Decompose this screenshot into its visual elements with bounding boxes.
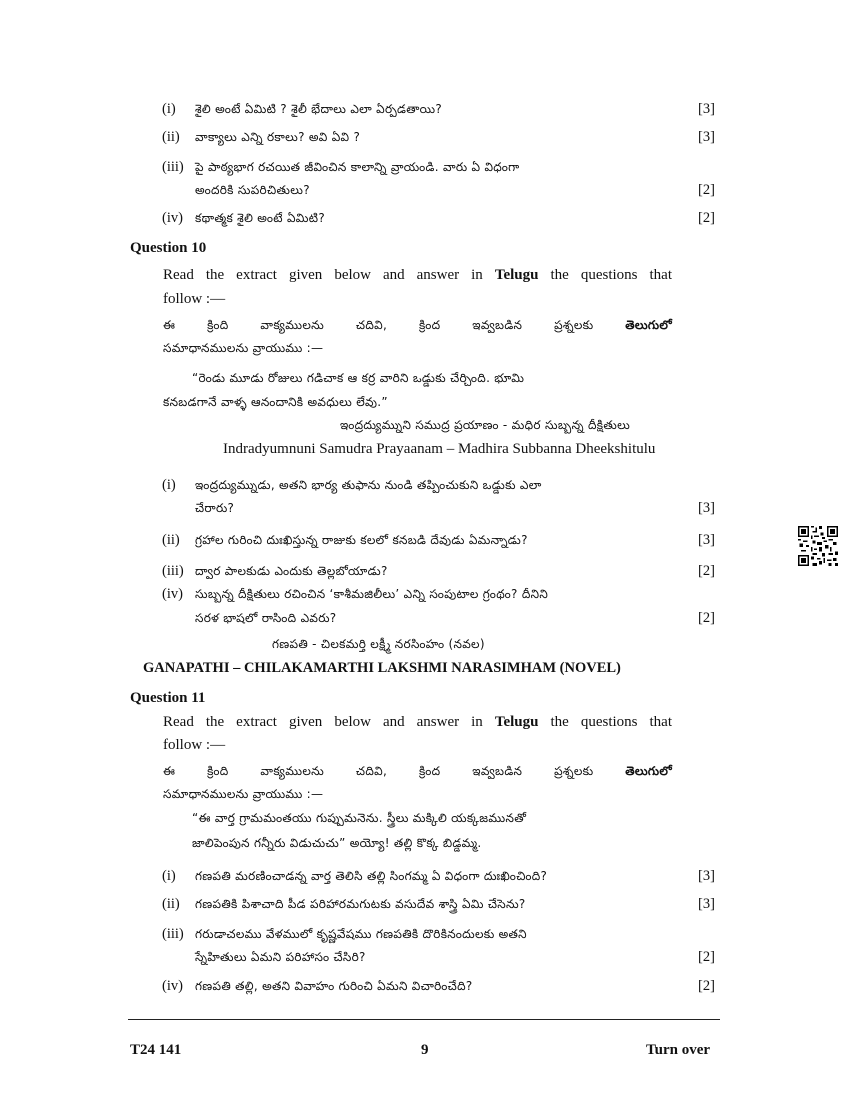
q9-item-1-marks: [3] (698, 101, 715, 117)
q10-item-3-number: (iii) (162, 563, 184, 579)
q11-instruction-language: Telugu (494, 714, 539, 730)
q10-extract-line1: “రెండు మూడు రోజులు గడిచాక ఆ కర్ర వారిని ఒడ్డుకు చేర్చింది. భూమి (192, 371, 525, 385)
q11-instruction-part2: the questions that (550, 714, 672, 730)
q11-item-1-text: గణపతి మరణించాడన్న వార్త తెలిసి తల్లి సింగమ్మ ఏ విధంగా దుఃఖించింది? (195, 869, 548, 883)
q10-instruction-part1: Read the extract given below and answer in (163, 267, 483, 283)
q11-item-3-text-line2: స్నేహితులు ఏమని పరిహాసం చేసిరి? (195, 950, 366, 964)
q11-telugu-instruction-part1: ఈ క్రింది వాక్యములను చదివి, క్రింద ఇవ్వబడిన ప్రశ్నలకు (163, 764, 594, 778)
q10-instruction-line1 (163, 267, 672, 284)
q10-item-2-number: (ii) (162, 532, 180, 548)
q9-item-4-text: కథాత్మక శైలి అంటే ఏమిటి? (195, 211, 326, 225)
q11-instruction-line1 (163, 714, 672, 731)
q10-item-1-marks: [3] (698, 500, 715, 516)
q9-item-3-marks: [2] (698, 182, 715, 198)
q10-source-english: Indradyumnuni Samudra Prayaanam – Madhira Subbanna Dheekshitulu (223, 441, 656, 457)
q9-item-4-number: (iv) (162, 210, 183, 226)
q10-item-4-text-line1: సుబ్బన్న దీక్షితులు రచించిన ‘కాశీమజిలీలు’ ఎన్ని సంపుటాల గ్రంథం? దీనిని (195, 587, 549, 601)
question-11-heading: Question 11 (130, 690, 206, 706)
novel-title-telugu: గణపతి - చిలకమర్తి లక్ష్మీ నరసింహం (నవల) (272, 637, 485, 651)
question-10-heading: Question 10 (130, 240, 207, 256)
turn-over-label: Turn over (646, 1042, 711, 1058)
q11-extract-line2: జాలిపెంపున గన్నీరు విడుచుచు” అయ్యో! తల్లి కొక్క బిడ్డమ్మ. (192, 836, 482, 850)
q11-item-4-text: గణపతి తల్లి, అతని వివాహం గురించి ఏమని విచారించేది? (195, 979, 473, 993)
q11-item-1-marks: [3] (698, 868, 715, 884)
q10-instruction-language: Telugu (494, 267, 539, 283)
q11-item-4-number: (iv) (162, 978, 183, 994)
q10-instruction-part2: the questions that (550, 267, 672, 283)
q10-instruction-line2: follow :— (163, 291, 226, 307)
q11-extract-line1: “ఈ వార్త గ్రామమంతయు గుప్పుమనెను. స్త్రీలు మక్కిలి యక్కజమునతో (192, 811, 527, 825)
q11-telugu-instruction-line2: సమాధానములను వ్రాయుము :— (163, 787, 324, 801)
q10-item-4-marks: [2] (698, 610, 715, 626)
q9-item-1-number: (i) (162, 101, 176, 117)
paper-code: T24 141 (130, 1042, 182, 1058)
novel-title-english: GANAPATHI – CHILAKAMARTHI LAKSHMI NARASIMHAM (NOVEL) (143, 660, 621, 676)
q10-extract-line2: కనబడగానే వాళ్ళ ఆనందానికి అవధులు లేవు.” (163, 395, 388, 409)
q11-instruction-part1: Read the extract given below and answer in (163, 714, 483, 730)
page-number: 9 (421, 1042, 429, 1058)
q9-item-3-text-line2: అందరికి సుపరిచితులు? (195, 183, 310, 197)
q10-telugu-instruction-line1 (163, 318, 672, 335)
q9-item-2-number: (ii) (162, 129, 180, 145)
q10-telugu-instruction-part1: ఈ క్రింది వాక్యములను చదివి, క్రింద ఇవ్వబడిన ప్రశ్నలకు (163, 318, 594, 332)
qr-code-icon (798, 526, 838, 566)
q9-item-3-text-line1: పై పాఠ్యభాగ రచయిత జీవించిన కాలాన్ని వ్రాయండి. వారు ఏ విధంగా (195, 160, 520, 174)
q11-item-1-number: (i) (162, 868, 176, 884)
q10-item-1-text-line1: ఇంద్రద్యుమ్నుడు, అతని భార్య తుఫాను నుండి తప్పించుకుని ఒడ్డుకు ఎలా (195, 478, 542, 492)
q11-item-3-marks: [2] (698, 949, 715, 965)
q9-item-1-text: శైలి అంటే ఏమిటి ? శైలీ భేదాలు ఎలా ఏర్పడతాయి? (195, 102, 443, 116)
q11-item-4-marks: [2] (698, 978, 715, 994)
q10-item-4-text-line2: సరళ భాషలో రాసింది ఎవరు? (195, 611, 337, 625)
q10-item-2-text: గ్రహాల గురించి దుఃఖిస్తున్న రాజుకు కలలో కనబడి దేవుడు ఏమన్నాడు? (195, 533, 528, 547)
q10-item-1-text-line2: చేరారు? (195, 501, 235, 515)
q11-item-3-text-line1: గరుడాచలము వేళములో కృష్ణవేషము గణపతికి దొరికినందులకు అతని (195, 927, 527, 941)
q11-item-2-text: గణపతికి పిశాచాది పీడ పరిహారమగుటకు వసుదేవ శాస్త్రి ఏమి చేసెను? (195, 897, 526, 911)
q11-telugu-instruction-language: తెలుగులో (625, 764, 672, 778)
q9-item-2-text: వాక్యాలు ఎన్ని రకాలు? అవి ఏవి ? (195, 130, 361, 144)
q9-item-3-number: (iii) (162, 159, 184, 175)
q11-item-2-marks: [3] (698, 896, 715, 912)
q10-item-3-text: ద్వార పాలకుడు ఎందుకు తెల్లబోయాడు? (195, 564, 388, 578)
q10-item-4-number: (iv) (162, 586, 183, 602)
q10-telugu-instruction-line2: సమాధానములను వ్రాయుము :— (163, 341, 324, 355)
q11-instruction-line2: follow :— (163, 737, 226, 753)
q10-source-telugu: ఇంద్రద్యుమ్నుని సముద్ర ప్రయాణం - మధిర సుబ్బన్న దీక్షితులు (340, 418, 631, 432)
q9-item-2-marks: [3] (698, 129, 715, 145)
q10-item-2-marks: [3] (698, 532, 715, 548)
q10-item-1-number: (i) (162, 477, 176, 493)
q10-item-3-marks: [2] (698, 563, 715, 579)
q9-item-4-marks: [2] (698, 210, 715, 226)
q11-telugu-instruction-line1 (163, 764, 672, 781)
q10-telugu-instruction-language: తెలుగులో (625, 318, 672, 332)
footer-divider (128, 1019, 720, 1020)
q11-item-3-number: (iii) (162, 926, 184, 942)
q11-item-2-number: (ii) (162, 896, 180, 912)
